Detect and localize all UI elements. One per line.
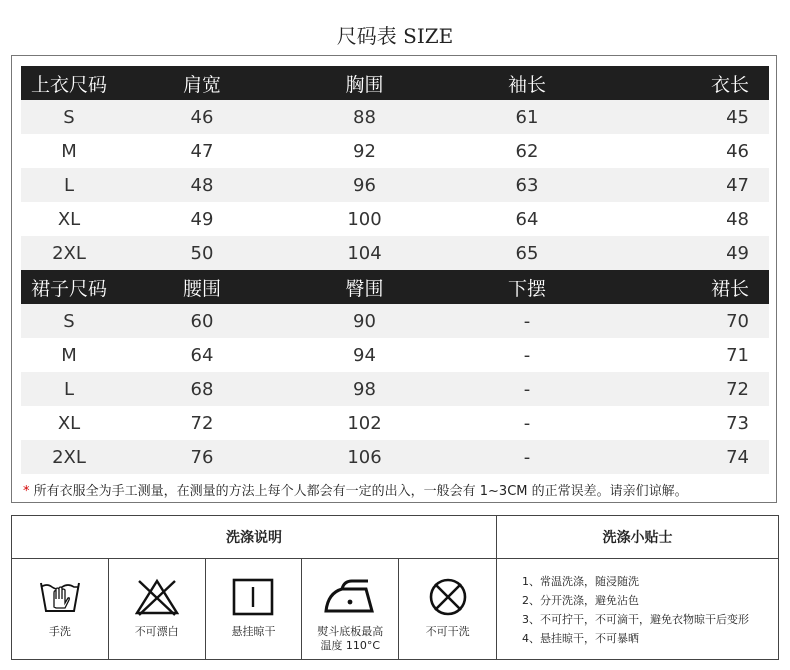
note-asterisk: *	[23, 484, 30, 499]
table-header	[21, 66, 769, 100]
tip-item: 3、不可拧干，不可滴干，避免衣物晾干后变形	[522, 613, 749, 626]
table-cell: 88	[353, 106, 376, 128]
page-title: 尺码表 SIZE	[336, 24, 454, 48]
table-cell: 49	[726, 242, 749, 264]
table-cell: 2XL	[52, 446, 86, 468]
header-cell: 下摆	[507, 277, 546, 300]
wash-instructions-title: 洗涤说明	[12, 516, 496, 559]
table-row	[21, 304, 769, 338]
table-cell: 71	[726, 344, 749, 366]
table-cell: 90	[353, 310, 376, 332]
table-cell: 104	[347, 242, 382, 264]
care-label: 不可干洗	[425, 625, 470, 638]
care-label: 手洗	[48, 625, 71, 638]
table-cell: -	[523, 344, 531, 366]
care-label	[317, 625, 383, 653]
tip-item: 4、悬挂晾干，不可暴晒	[522, 632, 639, 645]
table-cell: XL	[57, 208, 81, 230]
table-row	[21, 134, 769, 168]
header-cell: 袖长	[507, 73, 546, 96]
iron-icon	[322, 577, 378, 617]
table-cell: 100	[347, 208, 382, 230]
header-cell: 臀围	[345, 277, 384, 300]
table-cell: -	[523, 378, 531, 400]
note-text: 所有衣服全为手工测量，在测量的方法上每个人都会有一定的出入，一般会有 1~3CM 的正常误差。请亲们谅解。	[33, 484, 688, 499]
table-cell: 45	[726, 106, 749, 128]
table-cell: 92	[353, 140, 376, 162]
table-row	[21, 236, 769, 270]
table-cell: 73	[726, 412, 749, 434]
table-row	[21, 372, 769, 406]
measurement-note	[23, 480, 688, 499]
care-label-line: 温度 110°C	[320, 639, 381, 652]
table-cell: 48	[726, 208, 749, 230]
table-cell: -	[523, 412, 531, 434]
table-cell: 50	[190, 242, 214, 264]
care-item-no-dry-clean	[399, 559, 496, 659]
table-cell: 48	[190, 174, 214, 196]
table-cell: 49	[190, 208, 214, 230]
table-cell: L	[63, 174, 75, 196]
top-size-table	[21, 66, 769, 270]
header-cell: 衣长	[710, 73, 749, 96]
header-cell: 裙长	[710, 277, 749, 300]
table-cell: 63	[515, 174, 539, 196]
table-row	[21, 100, 769, 134]
care-section	[11, 515, 779, 660]
table-cell: M	[61, 140, 77, 162]
care-item-hang-dry	[206, 559, 303, 659]
table-cell: 76	[190, 446, 214, 468]
table-cell: M	[61, 344, 77, 366]
table-cell: S	[63, 310, 75, 332]
header-cell: 胸围	[345, 73, 384, 96]
table-cell: 64	[515, 208, 539, 230]
header-cell: 腰围	[182, 277, 221, 300]
tip-item: 2、分开洗涤，避免沾色	[522, 594, 639, 607]
table-cell: 72	[726, 378, 749, 400]
table-cell: 94	[353, 344, 376, 366]
table-cell: 74	[726, 446, 749, 468]
skirt-size-table	[21, 270, 769, 474]
table-cell: L	[63, 378, 75, 400]
care-label-line: 熨斗底板最高	[317, 625, 384, 638]
care-label: 悬挂晾干	[231, 625, 276, 638]
table-row	[21, 440, 769, 474]
care-item-hand-wash	[12, 559, 109, 659]
hang-dry-icon	[231, 577, 275, 617]
table-cell: 106	[347, 446, 382, 468]
header-cell: 裙子尺码	[31, 277, 108, 300]
wash-instructions	[12, 516, 497, 659]
table-cell: 68	[190, 378, 214, 400]
table-row	[21, 168, 769, 202]
no-bleach-icon	[135, 577, 179, 617]
table-cell: 96	[353, 174, 376, 196]
table-cell: 65	[515, 242, 539, 264]
header-cell: 肩宽	[182, 73, 221, 96]
table-cell: XL	[57, 412, 81, 434]
table-cell: 60	[190, 310, 214, 332]
table-cell: 98	[353, 378, 376, 400]
header-cell: 上衣尺码	[31, 73, 108, 96]
care-label: 不可漂白	[134, 625, 179, 638]
table-row	[21, 338, 769, 372]
table-cell: 61	[515, 106, 539, 128]
table-header	[21, 270, 769, 304]
care-item-no-bleach	[109, 559, 206, 659]
wash-tips-title: 洗涤小贴士	[497, 516, 778, 559]
care-icons-row	[12, 559, 496, 659]
table-cell: 64	[190, 344, 214, 366]
tip-item: 1、常温洗涤，随浸随洗	[522, 575, 639, 588]
care-item-iron	[302, 559, 399, 659]
no-dry-clean-icon	[426, 577, 470, 617]
table-row	[21, 202, 769, 236]
table-cell: 70	[726, 310, 749, 332]
wash-tips	[497, 516, 778, 659]
table-cell: 47	[190, 140, 214, 162]
table-cell: 102	[347, 412, 382, 434]
table-cell: -	[523, 446, 531, 468]
table-cell: 2XL	[52, 242, 86, 264]
table-row	[21, 406, 769, 440]
hand-wash-icon	[38, 577, 82, 617]
table-cell: 46	[190, 106, 214, 128]
table-cell: 62	[515, 140, 539, 162]
tips-list	[522, 572, 749, 648]
table-cell: -	[523, 310, 531, 332]
table-cell: S	[63, 106, 75, 128]
table-cell: 47	[726, 174, 749, 196]
table-cell: 46	[726, 140, 749, 162]
table-cell: 72	[190, 412, 214, 434]
